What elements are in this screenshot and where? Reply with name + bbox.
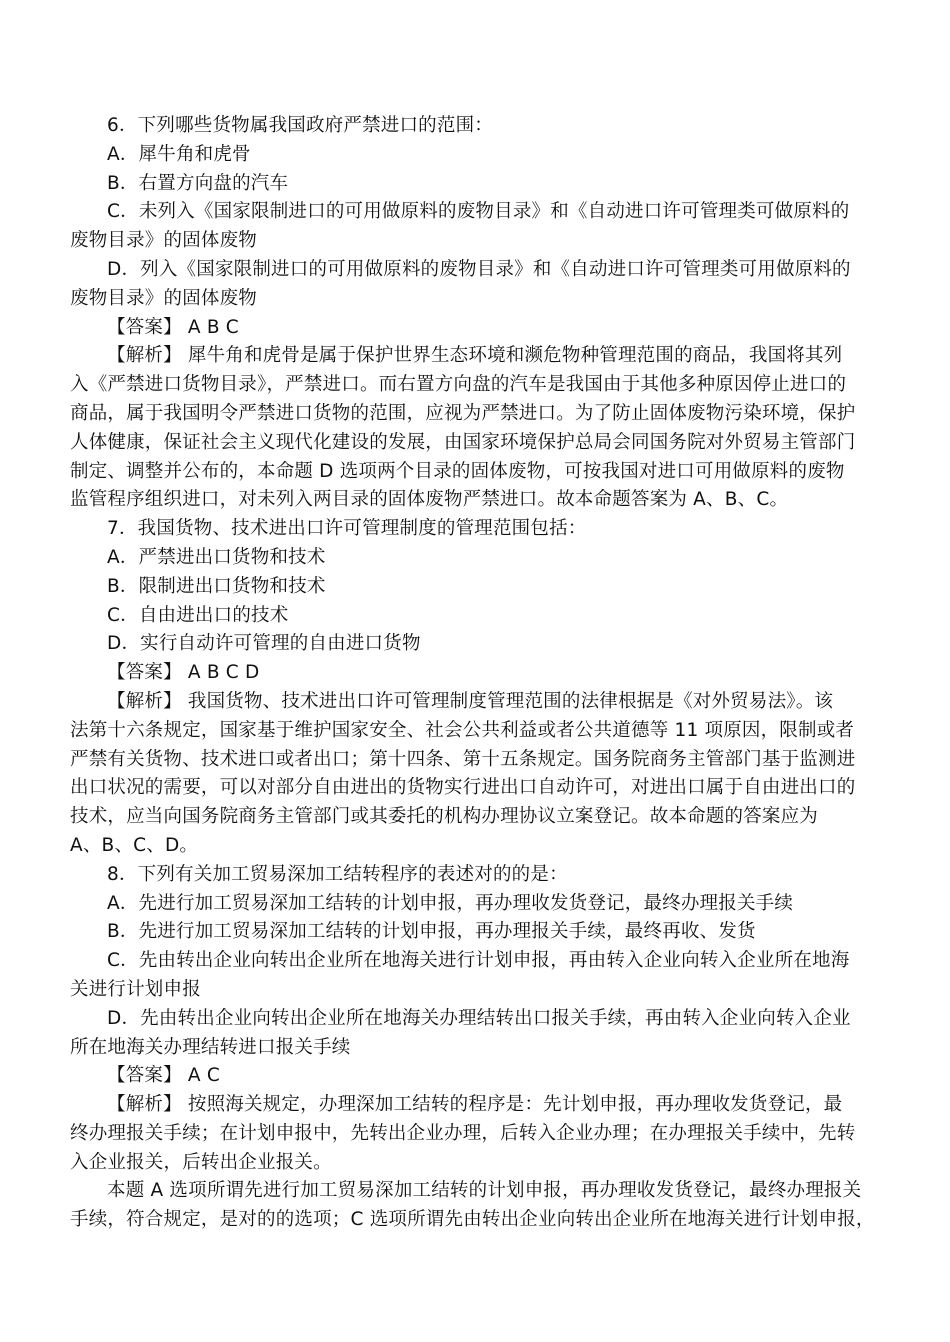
question-7-analysis-line: 法第十六条规定，国家基于维护国家安全、社会公共利益或者公共道德等 11 项原因，限制或者: [70, 719, 855, 741]
question-7-option-a: A．严禁进出口货物和技术: [107, 546, 326, 568]
question-6-option-c: C．未列入《国家限制进口的可用做原料的废物目录》和《自动进口许可管理类可做原料的: [107, 201, 850, 223]
question-7-analysis-line: 技术，应当向国务院商务主管部门或其委托的机构办理协议立案登记。故本命题的答案应为: [70, 806, 819, 828]
question-6-analysis-line: 制定、调整并公布的，本命题 D 选项两个目录的固体废物，可按我国对进口可用做原料的废物: [70, 460, 845, 482]
question-6-answer: 【答案】 A B C: [107, 316, 239, 338]
question-8-stem: 8．下列有关加工贸易深加工结转程序的表述对的的是：: [107, 863, 568, 885]
question-8-option-a: A．先进行加工贸易深加工结转的计划申报，再办理收发货登记，最终办理报关手续: [107, 892, 794, 914]
question-6-analysis-line: 商品，属于我国明令严禁进口货物的范围，应视为严禁进口。为了防止固体废物污染环境，保护: [70, 402, 856, 424]
question-8-analysis-line: 入企业报关，后转出企业报关。: [70, 1151, 332, 1173]
question-6-option-c-cont: 废物目录》的固体废物: [70, 230, 258, 252]
question-8-discussion: 本题 A 选项所谓先进行加工贸易深加工结转的计划申报，再办理收发货登记，最终办理报关: [107, 1180, 862, 1202]
question-7-stem: 7．我国货物、技术进出口许可管理制度的管理范围包括：: [107, 518, 587, 540]
question-6-analysis-line: 人体健康，保证社会主义现代化建设的发展，由国家环境保护总局会同国务院对外贸易主管部门: [70, 431, 856, 453]
question-7-analysis-line: A、B、C、D。: [70, 834, 199, 856]
question-8-option-d-cont: 所在地海关办理结转进口报关手续: [70, 1036, 351, 1058]
question-6-option-d: D．列入《国家限制进口的可用做原料的废物目录》和《自动进口许可管理类可用做原料的: [107, 258, 851, 280]
question-7-analysis-line: 严禁有关货物、技术进口或者出口；第十四条、第十五条规定。国务院商务主管部门基于监测进: [70, 748, 856, 770]
question-6-option-d-cont: 废物目录》的固体废物: [70, 287, 258, 309]
question-7-analysis-line: 出口状况的需要，可以对部分自由进出的货物实行进出口自动许可，对进出口属于自由进出口的: [70, 777, 856, 799]
question-8-option-b: B．先进行加工贸易深加工结转的计划申报，再办理报关手续，最终再收、发货: [107, 921, 756, 943]
question-6-analysis: 【解析】 犀牛角和虎骨是属于保护世界生态环境和濒危物种管理范围的商品，我国将其列: [107, 345, 843, 367]
question-8-option-c-cont: 关进行计划申报: [70, 978, 201, 1000]
question-8-option-c: C．先由转出企业向转出企业所在地海关进行计划申报，再由转入企业向转入企业所在地海: [107, 950, 850, 972]
question-8-discussion-line: 手续，符合规定，是对的的选项；C 选项所谓先由转出企业向转出企业所在地海关进行计划申报，: [70, 1209, 875, 1231]
question-6-option-b: B．右置方向盘的汽车: [107, 172, 289, 194]
question-7-answer: 【答案】 A B C D: [107, 662, 260, 684]
question-7-analysis: 【解析】 我国货物、技术进出口许可管理制度管理范围的法律根据是《对外贸易法》。该: [107, 690, 834, 712]
question-8-answer: 【答案】 A C: [107, 1065, 220, 1087]
question-8-analysis: 【解析】 按照海关规定，办理深加工结转的程序是：先计划申报，再办理收发货登记，最: [107, 1094, 843, 1116]
question-8-analysis-line: 终办理报关手续；在计划申报中，先转出企业办理，后转入企业办理；在办理报关手续中，先转: [70, 1122, 856, 1144]
question-6-analysis-line: 入《严禁进口货物目录》，严禁进口。而右置方向盘的汽车是我国由于其他多种原因停止进口的: [70, 374, 847, 396]
question-6-analysis-line: 监管程序组织进口，对未列入两目录的固体废物严禁进口。故本命题答案为 A、B、C。: [70, 489, 789, 511]
question-6-option-a: A．犀牛角和虎骨: [107, 143, 251, 165]
question-7-option-c: C．自由进出口的技术: [107, 604, 289, 626]
question-8-option-d: D．先由转出企业向转出企业所在地海关办理结转出口报关手续，再由转入企业向转入企业: [107, 1007, 851, 1029]
question-6-stem: 6．下列哪些货物属我国政府严禁进口的范围：: [107, 115, 493, 136]
question-7-option-d: D．实行自动许可管理的自由进口货物: [107, 633, 421, 655]
question-7-option-b: B．限制进出口货物和技术: [107, 575, 326, 597]
